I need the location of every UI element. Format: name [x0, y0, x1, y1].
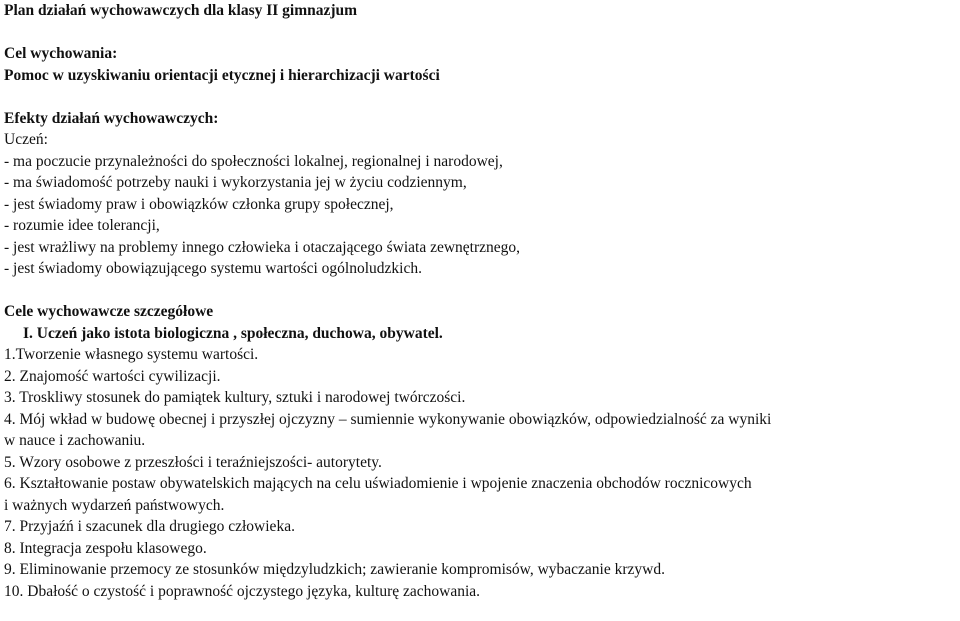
detailed-item: 3. Troskliwy stosunek do pamiątek kultury, sztuki i narodowej twórczości.: [4, 389, 466, 406]
detailed-item: 10. Dbałość o czystość i poprawność ojczystego języka, kulturę zachowania.: [4, 582, 481, 600]
effects-item: - jest świadomy praw i obowiązków członka grupy społecznej,: [4, 195, 394, 213]
effects-item: - jest wrażliwy na problemy innego człowieka i otaczającego świata zewnętrznego,: [4, 238, 521, 256]
detailed-item: 8. Integracja zespołu klasowego.: [4, 539, 207, 557]
goal-text: Pomoc w uzyskiwaniu orientacji etycznej i hierarchizacji wartości: [4, 66, 440, 84]
effects-subject: Uczeń:: [4, 131, 48, 148]
spacer: [4, 86, 958, 108]
goal-heading: Cel wychowania:: [4, 45, 118, 62]
document-page: [4, 0, 958, 602]
effects-item: - ma poczucie przynależności do społeczności lokalnej, regionalnej i narodowej,: [4, 152, 503, 170]
detailed-item: 1.Tworzenie własnego systemu wartości.: [4, 346, 259, 363]
detailed-item-continued: w nauce i zachowaniu.: [4, 432, 146, 449]
detailed-item: 7. Przyjaźń i szacunek dla drugiego człowieka.: [4, 518, 295, 535]
effects-item: - rozumie idee tolerancji,: [4, 217, 160, 234]
spacer: [4, 280, 958, 302]
detailed-section-title: I. Uczeń jako istota biologiczna , społeczna, duchowa, obywatel.: [23, 324, 443, 342]
effects-item: - jest świadomy obowiązującego systemu wartości ogólnoludzkich.: [4, 260, 422, 277]
detailed-item: 9. Eliminowanie przemocy ze stosunków międzyludzkich; zawieranie kompromisów, wybaczanie krzywd.: [4, 561, 665, 578]
detailed-item: 2. Znajomość wartości cywilizacji.: [4, 367, 221, 385]
spacer: [4, 22, 958, 44]
document-title: Plan działań wychowawczych dla klasy II gimnazjum: [4, 2, 358, 19]
effects-item: - ma świadomość potrzeby nauki i wykorzystania jej w życiu codziennym,: [4, 174, 467, 191]
effects-heading: Efekty działań wychowawczych:: [4, 109, 219, 127]
detailed-item: 4. Mój wkład w budowę obecnej i przyszłej ojczyzny – sumiennie wykonywanie obowiązków, odpowiedzialność za wyniki: [4, 410, 772, 428]
detailed-item: 6. Kształtowanie postaw obywatelskich mających na celu uświadomienie i wpojenie znaczenia obchodów rocznicowych: [4, 475, 752, 492]
detailed-item: 5. Wzory osobowe z przeszłości i teraźniejszości- autorytety.: [4, 453, 382, 471]
detailed-item-continued: i ważnych wydarzeń państwowych.: [4, 496, 225, 514]
detailed-heading: Cele wychowawcze szczegółowe: [4, 303, 214, 320]
